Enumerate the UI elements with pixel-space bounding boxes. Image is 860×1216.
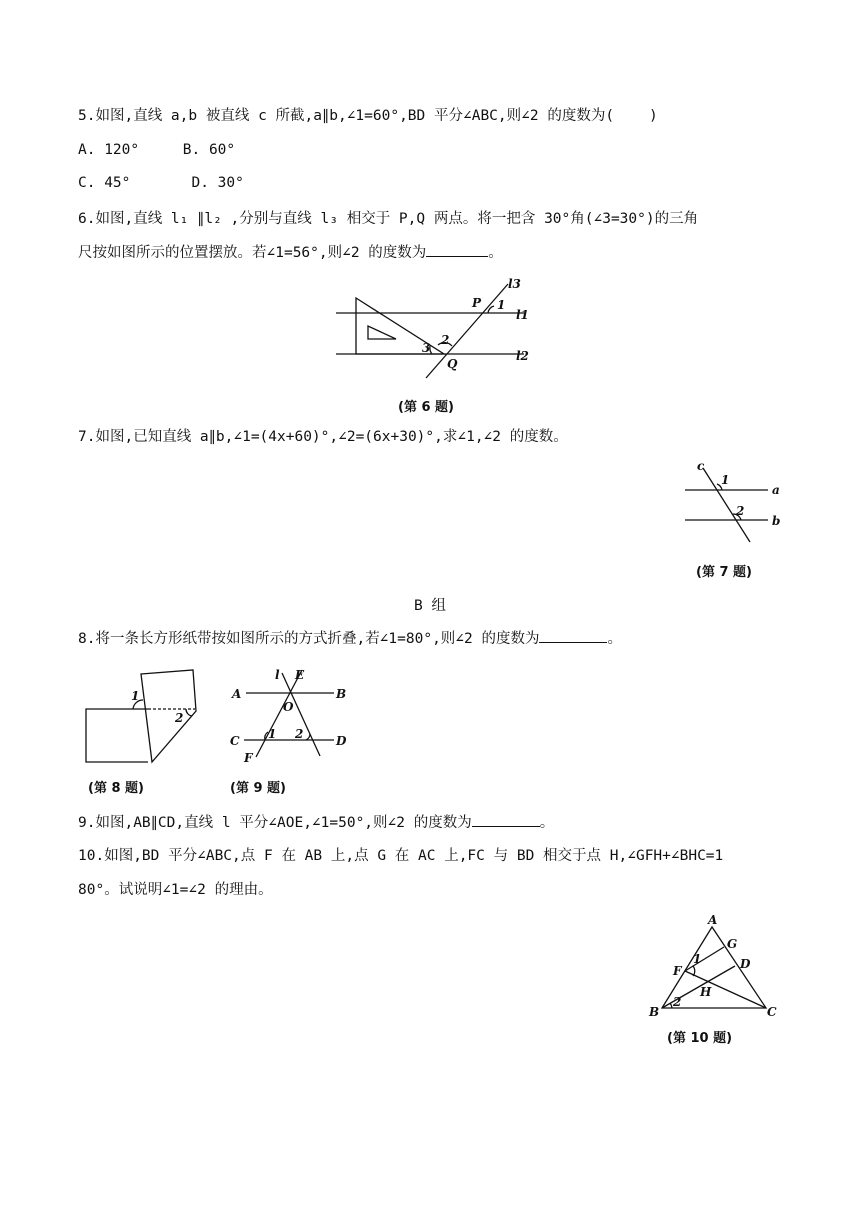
question-5-text: 5.如图,直线 a,b 被直线 c 所截,a∥b,∠1=60°,BD 平分∠ABC,则∠2 的度数为( ): [78, 108, 658, 124]
label-angle-1: 1: [497, 298, 506, 312]
question-6-line-1: 6.如图,直线 l₁ ∥l₂ ,分别与直线 l₃ 相交于 P,Q 两点。将一把含 30°角(∠3=30°)的三角: [78, 211, 699, 227]
label-A: A: [232, 687, 242, 701]
label-angle-2: 2: [175, 711, 184, 725]
label-F: F: [673, 964, 682, 978]
label-O: O: [283, 700, 294, 714]
angle-2-arc: [670, 1003, 672, 1008]
label-l: l: [275, 668, 280, 682]
question-6-text: 尺按如图所示的位置摆放。若∠1=56°,则∠2 的度数为: [78, 245, 427, 261]
segment-FG: [685, 947, 724, 971]
label-C: C: [230, 734, 240, 748]
label-c: c: [697, 459, 705, 473]
figure-8-caption: (第 8 题): [88, 781, 144, 796]
label-angle-1: 1: [268, 727, 277, 741]
label-B: B: [649, 1005, 660, 1019]
label-angle-1: 1: [721, 473, 730, 487]
label-E: E: [295, 668, 305, 682]
question-8-text: 8.将一条长方形纸带按如图所示的方式折叠,若∠1=80°,则∠2 的度数为: [78, 631, 540, 647]
label-Q: Q: [447, 357, 458, 371]
question-9-text: 9.如图,AB∥CD,直线 l 平分∠AOE,∠1=50°,则∠2 的度数为: [78, 815, 472, 831]
label-angle-2: 2: [441, 333, 450, 347]
label-angle-1: 1: [693, 952, 702, 966]
question-7-text: 7.如图,已知直线 a∥b,∠1=(4x+60)°,∠2=(6x+30)°,求∠1,∠2 的度数。: [78, 429, 568, 445]
question-6-end: 。: [488, 245, 503, 261]
label-b: b: [772, 514, 781, 528]
label-C: C: [767, 1005, 777, 1019]
label-angle-3: 3: [422, 341, 431, 355]
label-B: B: [336, 687, 347, 701]
figure-7-caption: (第 7 题): [696, 565, 752, 580]
label-F: F: [244, 751, 253, 765]
label-P: P: [472, 296, 482, 310]
figure-9-caption: (第 9 题): [230, 781, 286, 796]
question-5-options-ab: A. 120° B. 60°: [78, 142, 236, 158]
label-l3: l3: [508, 277, 521, 291]
label-A: A: [708, 913, 718, 927]
figure-6-caption: (第 6 题): [398, 400, 454, 415]
question-10-line-1: 10.如图,BD 平分∠ABC,点 F 在 AB 上,点 G 在 AC 上,FC 与 BD 相交于点 H,∠GFH+∠BHC=1: [78, 848, 724, 864]
figure-10-caption: (第 10 题): [667, 1031, 733, 1046]
question-8-end: 。: [607, 631, 622, 647]
label-a: a: [772, 483, 780, 497]
question-5-options-cd: C. 45° D. 30°: [78, 175, 244, 191]
label-angle-2: 2: [295, 727, 304, 741]
label-angle-2: 2: [673, 995, 682, 1009]
label-G: G: [727, 937, 738, 951]
question-10-line-2: 80°。试说明∠1=∠2 的理由。: [78, 882, 273, 898]
label-l2: l2: [516, 349, 529, 363]
section-b-heading: B 组: [414, 598, 446, 614]
label-D: D: [740, 957, 751, 971]
label-angle-1: 1: [131, 689, 140, 703]
label-angle-2: 2: [736, 504, 745, 518]
question-9-end: 。: [539, 815, 555, 831]
label-l1: l1: [516, 308, 529, 322]
label-H: H: [700, 985, 712, 999]
label-D: D: [336, 734, 347, 748]
